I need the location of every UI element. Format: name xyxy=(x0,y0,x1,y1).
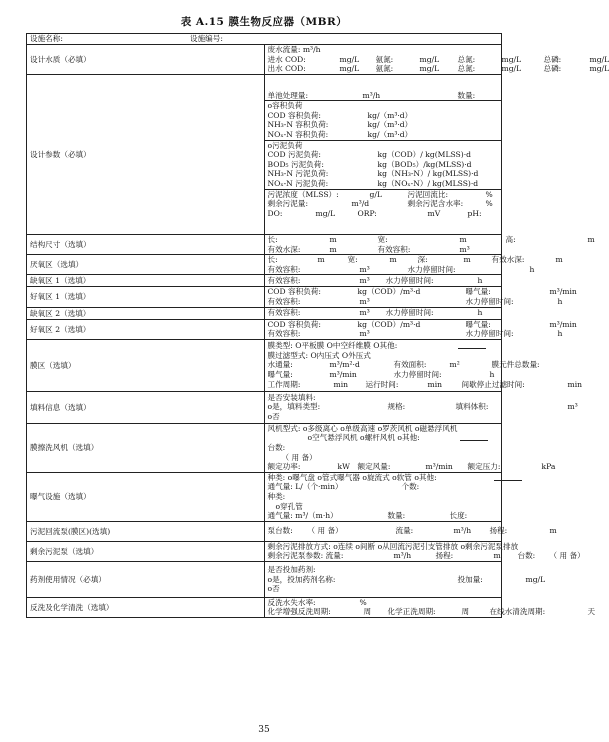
field-line xyxy=(268,45,499,55)
field-text: o空气悬浮风机 o螺杆风机 o其他: xyxy=(307,433,420,443)
field-text: 规格: xyxy=(387,402,406,412)
field-line xyxy=(267,462,556,472)
field-line xyxy=(268,209,499,219)
field-text: DO: xyxy=(267,208,283,218)
field-text: 反洗水失水率: xyxy=(267,597,316,607)
form-row xyxy=(27,75,502,235)
field-text: 曝气量: xyxy=(465,319,491,329)
field-text: 单池处理量: xyxy=(267,90,309,100)
field-line xyxy=(267,255,563,265)
fill-in-blank[interactable] xyxy=(494,473,522,481)
field-text: m³/d xyxy=(351,199,370,209)
field-text: 剩余污泥量: xyxy=(267,199,309,209)
field-line xyxy=(267,574,546,585)
field-line xyxy=(268,120,499,130)
form-row xyxy=(27,521,502,541)
field-text: 有效容积: xyxy=(267,276,301,286)
field-text: 膜类型: O平板膜 O中空纤维膜 O其他: xyxy=(267,341,398,351)
field-text: mg/L xyxy=(525,574,546,584)
field-text: COD 容积负荷: xyxy=(267,319,321,329)
field-text: 台数: xyxy=(517,551,536,561)
form-row xyxy=(27,391,502,423)
field-text: h xyxy=(477,308,483,318)
field-text: m xyxy=(329,244,337,254)
field-line xyxy=(268,443,499,453)
field-text: 总磷: xyxy=(543,54,562,64)
field-text: 是否安装填料: xyxy=(267,392,316,402)
field-line xyxy=(268,276,499,286)
field-text: 进水 COD: xyxy=(267,54,306,64)
field-text: 有效容积: xyxy=(267,308,301,318)
field-text: h xyxy=(477,276,483,286)
field-text: m² xyxy=(449,360,460,370)
field-text: 有效水深: xyxy=(491,255,525,265)
field-text: 膜元件总数量: xyxy=(491,360,540,370)
field-text: m³ xyxy=(359,329,370,339)
field-text: 天 xyxy=(587,607,596,617)
field-cell[interactable] xyxy=(264,75,502,235)
field-cell[interactable] xyxy=(264,521,557,541)
field-text: o否 xyxy=(267,412,280,422)
field-cell[interactable] xyxy=(264,307,502,319)
row-label: 好氧区 1（选填） xyxy=(27,287,265,307)
field-text: 填料体积: xyxy=(455,402,489,412)
field-text: m³/h xyxy=(393,551,412,561)
field-text: m³/min xyxy=(549,287,577,297)
field-text: m xyxy=(463,255,471,265)
field-text: mg/L xyxy=(339,64,360,74)
field-text: min xyxy=(427,379,443,389)
field-text: o穿孔管 xyxy=(275,501,303,511)
field-text: 有效面积: xyxy=(393,360,427,370)
field-text: mg/L xyxy=(419,64,440,74)
field-text: COD 容积负荷: xyxy=(267,110,321,120)
field-text: mg/L xyxy=(589,54,609,64)
field-line xyxy=(268,245,499,255)
field-line xyxy=(268,190,499,200)
field-text: 是否投加药剂: xyxy=(267,564,316,574)
field-text: m³ xyxy=(567,402,578,412)
field-cell[interactable] xyxy=(264,45,609,75)
field-text: m xyxy=(549,526,557,536)
field-text: 在线水清洗周期: xyxy=(489,607,546,617)
field-line xyxy=(268,565,499,575)
field-text: 剩余污泥泵参数: 流量: xyxy=(267,551,344,561)
field-cell[interactable] xyxy=(264,561,546,597)
field-text: m xyxy=(459,235,467,244)
form-row xyxy=(27,339,502,391)
field-text: 曝气量: xyxy=(465,287,491,297)
field-line xyxy=(268,169,499,179)
field-text: 间歇停止过滤时间: xyxy=(461,379,525,389)
field-text: % xyxy=(485,199,493,209)
field-text: o容积负荷 xyxy=(267,101,303,111)
field-cell[interactable] xyxy=(264,275,502,287)
field-text: % xyxy=(485,189,493,199)
field-line xyxy=(268,308,499,318)
field-text: COD 污泥负荷: xyxy=(267,150,321,160)
field-text: 水力停留时间: xyxy=(465,296,514,306)
row-label: 药剂使用情况（必填） xyxy=(27,561,265,597)
field-text: 总磷: xyxy=(543,64,562,74)
row-label: 膜擦洗风机（选填） xyxy=(27,423,265,472)
row-label: 缺氧区 2（选填） xyxy=(27,307,265,319)
field-text: 运行时间: xyxy=(365,379,399,389)
field-line xyxy=(267,235,595,245)
field-line xyxy=(267,541,519,552)
field-text: BOD₅ 污泥负荷: xyxy=(267,159,324,169)
field-text: 通气量: m³/（m·h） xyxy=(267,511,338,521)
field-text: ORP: xyxy=(357,208,377,218)
field-text: g/L xyxy=(369,189,382,199)
field-text: m xyxy=(329,235,337,244)
field-line xyxy=(268,101,499,111)
field-text: m³/h xyxy=(453,526,472,536)
field-text: 扬程: xyxy=(435,551,454,561)
field-line xyxy=(268,511,499,521)
form-row xyxy=(27,275,502,287)
form-row xyxy=(27,307,502,319)
field-text: mV xyxy=(427,208,441,218)
row-label: 缺氧区 1（选填） xyxy=(27,275,265,287)
field-text: kPa xyxy=(541,462,556,472)
form-row xyxy=(27,287,502,307)
field-text: m xyxy=(555,255,563,265)
field-line xyxy=(268,453,499,463)
field-text: 长度: xyxy=(449,511,468,521)
field-text: m³/min xyxy=(329,370,357,380)
field-line xyxy=(267,329,563,339)
field-text: kg（COD）/ kg(MLSS)·d xyxy=(377,150,471,160)
field-text: m³/h xyxy=(362,90,381,100)
field-line xyxy=(268,473,499,483)
field-text: （ 用 备） xyxy=(281,452,317,462)
field-text: 流量: xyxy=(395,526,414,536)
field-text: 污泥浓度（MLSS）: xyxy=(267,189,339,199)
field-cell[interactable] xyxy=(264,541,585,561)
form-row xyxy=(27,319,502,339)
row-label: 结构尺寸（选填） xyxy=(27,235,265,255)
field-text: 长: xyxy=(267,235,278,244)
field-text: 周 xyxy=(461,607,470,617)
field-text: 水力停留时间: xyxy=(385,308,434,318)
field-text: mg/L xyxy=(419,54,440,64)
field-line xyxy=(268,492,499,502)
field-line xyxy=(267,54,609,65)
field-text: m xyxy=(389,255,397,265)
field-cell[interactable] xyxy=(264,597,596,617)
field-text: NH₃-N 污泥负荷: xyxy=(267,169,329,179)
field-text: 风机型式: o多级离心 o单级高速 o罗茨风机 o磁悬浮风机 xyxy=(267,423,458,433)
field-text: m³/min xyxy=(425,462,453,472)
field-text: 泵台数: xyxy=(267,526,293,536)
field-text: kW xyxy=(337,462,350,472)
field-text: h xyxy=(529,264,535,274)
fill-in-blank[interactable] xyxy=(460,433,488,441)
field-cell[interactable] xyxy=(264,339,583,391)
field-text: 废水流量: m³/h xyxy=(267,45,321,55)
field-text: kg/（m³·d） xyxy=(367,120,413,130)
field-text: 水通量: xyxy=(267,360,293,370)
form-row xyxy=(27,423,502,472)
field-line xyxy=(268,393,499,403)
field-text: kg（COD）/m³·d xyxy=(357,319,421,329)
field-line xyxy=(267,607,596,617)
field-text: 剩余污泥排放方式: o连续 o间断 o从回流污泥引支管排放 o剩余污泥泵排放 xyxy=(267,541,519,551)
field-line xyxy=(267,526,557,536)
field-text: m³/min xyxy=(549,319,577,329)
table-title: 表 A.15 膜生物反应器（MBR） xyxy=(180,16,348,28)
field-text: （ 用 备） xyxy=(307,526,343,536)
field-text: kg/（m³·d） xyxy=(367,130,413,140)
field-line xyxy=(268,370,499,380)
field-line xyxy=(267,379,583,390)
field-line xyxy=(268,179,499,189)
field-text: 有效容积: xyxy=(267,264,301,274)
field-text: mg/L xyxy=(501,64,522,74)
field-text: m³ xyxy=(459,244,470,254)
row-label: 设计水质（必填） xyxy=(27,45,265,75)
field-text: 扬程: xyxy=(489,526,508,536)
field-line xyxy=(268,199,499,209)
field-text: 曝气量: xyxy=(267,370,293,380)
field-text: 水力停留时间: xyxy=(465,329,514,339)
field-line xyxy=(267,360,540,370)
field-text: 长: xyxy=(267,255,278,265)
row-label: 设计参数（必填） xyxy=(27,75,265,235)
field-text: 设施编号: xyxy=(190,34,223,44)
field-text: 有效容积: xyxy=(267,296,301,306)
field-text: 氨氮: xyxy=(375,64,394,74)
row-label: 剩余污泥泵（选填） xyxy=(27,541,265,561)
field-text: h xyxy=(557,296,563,306)
field-text: 种类: o曝气盘 o管式曝气器 o旋流式 o软管 o其他: xyxy=(267,472,437,482)
field-text: 个数: xyxy=(401,482,420,492)
field-text: 有效水深: xyxy=(267,244,301,254)
field-text: 数量: xyxy=(387,511,406,521)
field-text: 总氮: xyxy=(457,64,476,74)
field-line xyxy=(268,502,499,512)
field-text: min xyxy=(333,379,349,389)
row-label: 反洗及化学清洗（选填） xyxy=(27,597,265,617)
field-text: NH₃-N 容积负荷: xyxy=(267,120,329,130)
field-text: m³ xyxy=(359,308,370,318)
field-text: 氨氮: xyxy=(375,54,394,64)
form-row xyxy=(27,597,502,617)
field-text: kg（BOD₅）/kg(MLSS)·d xyxy=(377,159,472,169)
field-text: 水力停留时间: xyxy=(407,264,456,274)
field-text: kg（COD）/m³·d xyxy=(357,287,421,297)
field-text: 水力停留时间: xyxy=(385,276,434,286)
form-body xyxy=(27,34,609,618)
field-line xyxy=(268,91,499,101)
field-text: 宽: xyxy=(347,255,358,265)
field-text: m³ xyxy=(359,296,370,306)
field-text: 化学增强反洗周期: xyxy=(267,607,331,617)
field-line xyxy=(267,319,577,330)
field-line xyxy=(267,551,585,561)
field-text: 深: xyxy=(417,255,428,265)
field-text: 工作周期: xyxy=(267,379,301,389)
field-text: h xyxy=(557,329,563,339)
field-cell[interactable] xyxy=(264,235,595,255)
field-text: kg（NH₃-N）/ kg(MLSS)·d xyxy=(377,169,479,179)
form-row xyxy=(27,45,502,75)
row-label: 厌氧区（选填） xyxy=(27,255,265,275)
field-cell[interactable] xyxy=(264,423,556,472)
form-row xyxy=(27,541,502,561)
field-line xyxy=(267,296,563,307)
field-text: 有效容积: xyxy=(377,244,411,254)
field-text: mg/L xyxy=(589,64,609,74)
field-text: o否 xyxy=(267,584,280,594)
field-text: m³ xyxy=(359,276,370,286)
field-line xyxy=(268,111,499,121)
field-text: kg/（m³·d） xyxy=(367,110,413,120)
field-text: 水力停留时间: xyxy=(393,370,442,380)
field-text: 化学正洗周期: xyxy=(387,607,436,617)
field-text: kg（NOₓ-N）/ kg(MLSS)·d xyxy=(377,178,479,188)
form-row xyxy=(27,235,502,255)
field-text: 额定风量: xyxy=(357,462,391,472)
field-line xyxy=(268,160,499,170)
field-cell[interactable] xyxy=(264,472,502,521)
field-line xyxy=(267,264,535,275)
form-row xyxy=(27,34,502,45)
field-text: 种类: xyxy=(267,491,286,501)
field-text: 设施名称: xyxy=(30,34,63,44)
form-row xyxy=(27,472,502,521)
field-line xyxy=(268,341,499,351)
field-text: NOₓ-N 容积负荷: xyxy=(267,130,329,140)
field-line xyxy=(268,141,499,151)
field-text: 通气量: L/（个·min） xyxy=(267,482,343,492)
field-text: 剩余污泥含水率: xyxy=(407,199,464,209)
field-text: o污泥负荷 xyxy=(267,140,303,150)
field-line xyxy=(267,402,578,412)
field-cell[interactable] xyxy=(264,287,577,307)
row-label: 膜区（选填） xyxy=(27,339,265,391)
field-text: m xyxy=(493,551,501,561)
field-text: 总氮: xyxy=(457,54,476,64)
field-text: h xyxy=(489,370,495,380)
field-line xyxy=(268,424,499,434)
field-text: m³ xyxy=(359,264,370,274)
page-number: 35 xyxy=(258,725,270,735)
field-line xyxy=(268,130,499,140)
field-line xyxy=(268,584,499,594)
field-line xyxy=(267,64,609,74)
field-text: NOₓ-N 污泥负荷: xyxy=(267,178,329,188)
field-text: 宽: xyxy=(377,235,388,244)
field-line xyxy=(267,287,577,297)
field-text: （ 用 备） xyxy=(549,551,585,561)
field-cell[interactable] xyxy=(264,319,577,339)
row-label: 好氧区 2（选填） xyxy=(27,319,265,339)
form-row xyxy=(27,255,502,275)
field-line xyxy=(268,433,499,443)
field-text: min xyxy=(567,379,583,389)
field-text: COD 容积负荷: xyxy=(267,287,321,297)
field-cell[interactable] xyxy=(27,34,502,45)
fill-in-blank[interactable] xyxy=(458,341,486,349)
field-line xyxy=(30,34,498,44)
mbr-form-table xyxy=(26,33,609,618)
field-text: 数量: xyxy=(457,90,476,100)
field-line xyxy=(268,150,499,160)
field-text: 额定压力: xyxy=(467,462,501,472)
field-text: 高: xyxy=(505,235,516,244)
field-text: m xyxy=(587,235,595,244)
field-text: 台数: xyxy=(267,442,286,452)
field-text: o是，填料类型: xyxy=(267,402,321,412)
row-label: 填料信息（选填） xyxy=(27,391,265,423)
form-row xyxy=(27,561,502,597)
field-line xyxy=(268,482,499,492)
field-cell[interactable] xyxy=(264,255,563,275)
field-text: 污泥回流比: xyxy=(407,189,449,199)
field-text: 有效容积: xyxy=(267,329,301,339)
field-text: m³/m²·d xyxy=(329,360,360,370)
row-label: 曝气设施（选填） xyxy=(27,472,265,521)
field-text: 出水 COD: xyxy=(267,64,306,74)
field-text: mg/L xyxy=(501,54,522,64)
field-text: 膜过滤型式: O内压式 O外压式 xyxy=(267,350,371,360)
field-cell[interactable] xyxy=(264,391,578,423)
row-label: 污泥回流泵(膜区)(选填) xyxy=(27,521,265,541)
field-text: mg/L xyxy=(315,208,336,218)
field-text: m xyxy=(317,255,325,265)
field-text: pH: xyxy=(467,208,482,218)
field-text: mg/L xyxy=(339,54,360,64)
field-line xyxy=(268,412,499,422)
field-line xyxy=(268,351,499,361)
field-text: o是，投加药剂名称: xyxy=(267,574,336,584)
field-text: 周 xyxy=(363,607,372,617)
field-text: 投加量: xyxy=(457,574,483,584)
field-text: 额定功率: xyxy=(267,462,301,472)
field-text: % xyxy=(359,597,367,607)
